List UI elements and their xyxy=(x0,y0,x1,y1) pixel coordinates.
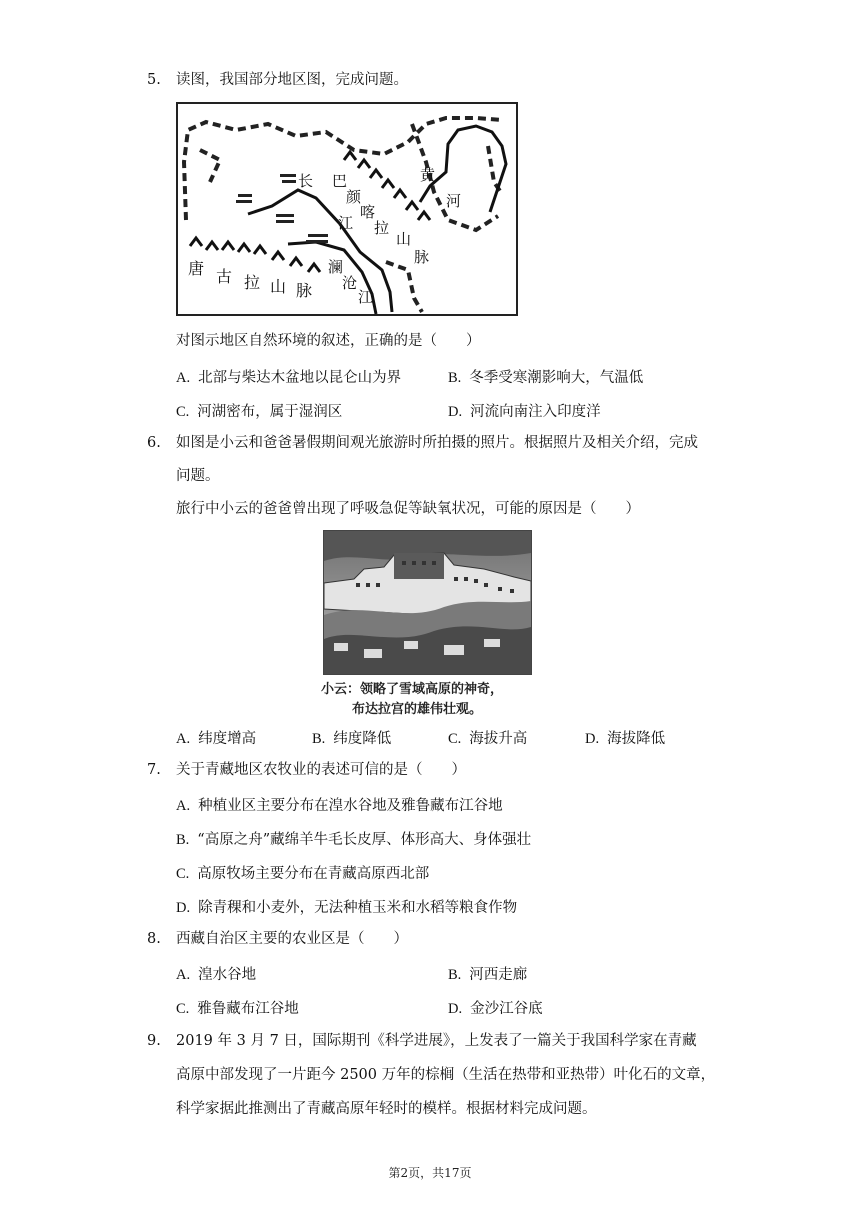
label-huang: 黄 xyxy=(420,166,436,184)
q7-number: 7. xyxy=(147,762,161,778)
q8-number: 8. xyxy=(147,931,161,947)
q8-option-a[interactable] xyxy=(176,963,256,984)
label-gu: 古 xyxy=(216,267,233,286)
option-text: 湟水谷地 xyxy=(198,967,257,983)
option-text: 雅鲁藏布江谷地 xyxy=(197,1001,299,1017)
q7-stem: 关于青藏地区农牧业的表述可信的是（ ） xyxy=(176,762,466,778)
q9-line3: 科学家据此推测出了青藏高原年轻时的模样。根据材料完成问题。 xyxy=(176,1101,597,1117)
option-text: 高原牧场主要分布在青藏高原西北部 xyxy=(197,866,430,882)
q5-option-a[interactable] xyxy=(176,366,401,387)
q8-option-b[interactable] xyxy=(448,963,527,984)
option-text: 纬度增高 xyxy=(198,731,257,747)
option-key: B. xyxy=(448,370,462,386)
option-key: C. xyxy=(176,404,190,420)
label-shan: 山 xyxy=(396,230,412,248)
label-la2: 拉 xyxy=(244,273,261,292)
option-key: C. xyxy=(176,1001,190,1017)
q6-option-b[interactable] xyxy=(312,727,391,748)
q8-stem: 西藏自治区主要的农业区是（ ） xyxy=(176,931,408,947)
option-key: C. xyxy=(448,731,462,747)
option-text: 纬度降低 xyxy=(333,731,392,747)
q6-option-a[interactable] xyxy=(176,727,256,748)
q9-line1: 2019 年 3 月 7 日，国际期刊《科学进展》，上发表了一篇关于我国科学家在青藏 xyxy=(176,1033,697,1049)
label-he: 河 xyxy=(446,192,462,210)
option-key: C. xyxy=(176,866,190,882)
option-key: A. xyxy=(176,967,191,983)
label-shan2: 山 xyxy=(270,277,287,296)
q8-option-c[interactable] xyxy=(176,997,299,1018)
q6-option-c[interactable] xyxy=(448,727,527,748)
label-yan: 颜 xyxy=(346,188,362,206)
q5-map-figure xyxy=(176,102,518,316)
q5-option-d[interactable] xyxy=(448,400,601,421)
photo-caption xyxy=(321,680,503,720)
label-lan: 澜 xyxy=(328,258,344,276)
q5-stem: 读图，我国部分地区图，完成问题。 xyxy=(176,72,408,88)
caption-line1: 小云：领略了雪域高原的神奇， xyxy=(321,682,504,697)
q6-question: 旅行中小云的爸爸曾出现了呼吸急促等缺氧状况，可能的原因是（ ） xyxy=(176,501,640,517)
q5-question: 对图示地区自然环境的叙述，正确的是（ ） xyxy=(176,333,481,349)
label-tang: 唐 xyxy=(188,259,205,278)
option-key: D. xyxy=(176,900,191,916)
option-text: 种植业区主要分布在湟水谷地及雅鲁藏布江谷地 xyxy=(198,798,503,814)
label-ba: 巴 xyxy=(332,172,348,190)
label-la: 拉 xyxy=(374,219,390,237)
label-ka: 喀 xyxy=(360,203,376,221)
label-jiang: 江 xyxy=(338,214,354,232)
q6-option-d[interactable] xyxy=(585,727,665,748)
label-mai: 脉 xyxy=(414,248,430,266)
q7-option-c[interactable] xyxy=(176,862,429,883)
q5-number: 5. xyxy=(147,72,161,88)
option-text: 海拔升高 xyxy=(469,731,528,747)
option-text: 北部与柴达木盆地以昆仑山为界 xyxy=(198,370,402,386)
option-key: B. xyxy=(176,832,190,848)
option-key: A. xyxy=(176,370,191,386)
q7-option-b[interactable] xyxy=(176,828,531,849)
option-key: A. xyxy=(176,798,191,814)
q7-option-a[interactable] xyxy=(176,794,503,815)
option-text: “高原之舟”藏绵羊牛毛长皮厚、体形高大、身体强壮 xyxy=(197,832,532,848)
option-text: 海拔降低 xyxy=(607,731,666,747)
label-mai2: 脉 xyxy=(296,281,313,300)
option-text: 河湖密布，属于湿润区 xyxy=(197,404,343,420)
option-text: 河流向南注入印度洋 xyxy=(470,404,601,420)
option-text: 河西走廊 xyxy=(469,967,528,983)
option-key: D. xyxy=(585,731,600,747)
q5-option-c[interactable] xyxy=(176,400,342,421)
q6-stem-line1: 如图是小云和爸爸暑假期间观光旅游时所拍摄的照片。根据照片及相关介绍，完成 xyxy=(176,435,698,451)
caption-line2: 布达拉宫的雄伟壮观。 xyxy=(352,702,483,717)
option-key: A. xyxy=(176,731,191,747)
q6-stem-line2: 问题。 xyxy=(176,468,220,484)
q6-number: 6. xyxy=(147,435,161,451)
label-jiang2: 江 xyxy=(358,288,374,306)
label-cang: 沧 xyxy=(342,274,358,292)
option-key: D. xyxy=(448,404,463,420)
q9-number: 9. xyxy=(147,1033,161,1049)
q8-option-d[interactable] xyxy=(448,997,543,1018)
option-key: B. xyxy=(448,967,462,983)
label-chang: 长 xyxy=(298,172,314,190)
option-key: D. xyxy=(448,1001,463,1017)
option-text: 金沙江谷底 xyxy=(470,1001,543,1017)
page-footer: 第2页，共17页 xyxy=(388,1166,472,1180)
q5-option-b[interactable] xyxy=(448,366,643,387)
q7-option-d[interactable] xyxy=(176,896,517,917)
potala-palace-photo xyxy=(323,530,532,675)
option-key: B. xyxy=(312,731,326,747)
option-text: 除青稞和小麦外，无法种植玉米和水稻等粮食作物 xyxy=(198,900,518,916)
option-text: 冬季受寒潮影响大，气温低 xyxy=(469,370,644,386)
q9-line2: 高原中部发现了一片距今 2500 万年的棕榈（生活在热带和亚热带）叶化石的文章， xyxy=(176,1067,716,1083)
